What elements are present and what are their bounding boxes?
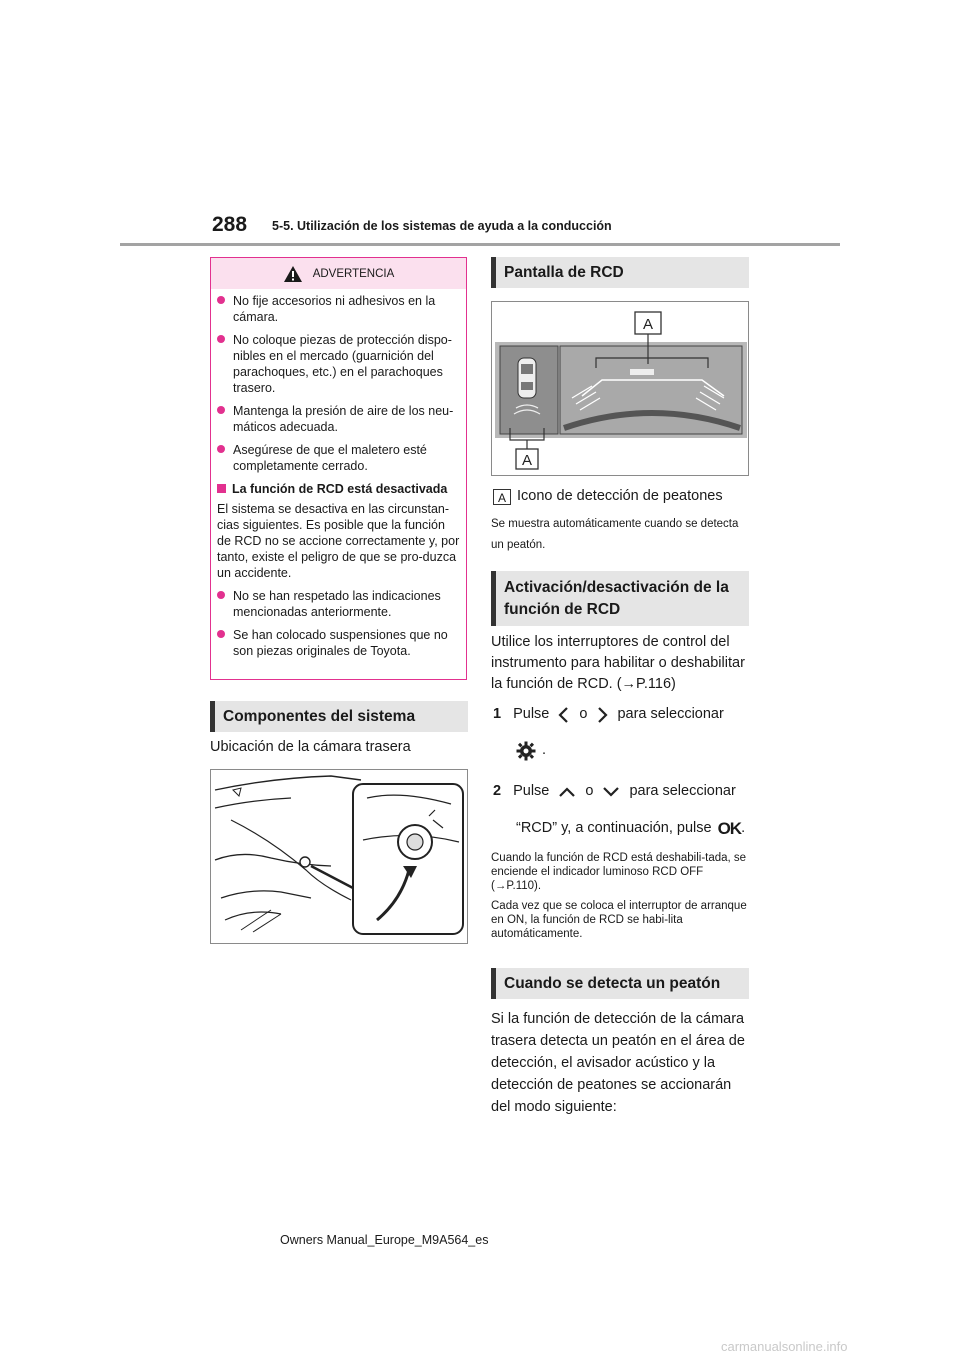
- rear-camera-illustration: [210, 769, 468, 944]
- warning-condition-text: No se han respetado las indicaciones mencionadas anteriormente.: [233, 589, 441, 619]
- step-2-end: .: [741, 820, 746, 836]
- warning-item-text: No fije accesorios ni adhesivos en la cámara.: [233, 294, 436, 324]
- step-2-number: 2: [493, 783, 502, 799]
- warning-subheading: La función de RCD está desactivada: [232, 482, 448, 496]
- detected-heading: Cuando se detecta un peatón: [491, 968, 749, 999]
- label-a-bottom: A: [521, 452, 533, 469]
- watermark-text: carmanualsonline.info: [721, 1339, 848, 1354]
- activation-intro: Utilice los interruptores de control del instrumento para habilitar o deshabilitar la función de RCD. (→P.116): [491, 634, 745, 692]
- warning-box: [210, 257, 467, 680]
- step-1-target: [516, 740, 546, 761]
- bullet-icon: [217, 630, 225, 638]
- footer-text: Owners Manual_Europe_M9A564_es: [280, 1233, 489, 1247]
- chevron-down-icon: [601, 785, 621, 799]
- step-1-end: .: [542, 742, 547, 758]
- components-caption: Ubicación de la cámara trasera: [210, 739, 411, 755]
- rcd-display-icon: [492, 302, 748, 475]
- step-2-pre: Pulse: [513, 783, 550, 799]
- activation-heading: Activación/desactivación de la función de RCD: [491, 571, 749, 626]
- step-2-line2-text: “RCD” y, a continuación, pulse: [516, 820, 712, 836]
- detected-text: Si la función de detección de la cámara trasera detecta un peatón en el área de detección, el avisador acústico y la detección de peatones se accionarán del modo siguiente:: [491, 1011, 745, 1115]
- label-a-top: A: [642, 316, 654, 333]
- bullet-icon: [217, 335, 225, 343]
- step-2: [493, 781, 736, 802]
- warning-item: [217, 293, 460, 325]
- screen-legend: [493, 486, 723, 507]
- warning-item: [217, 403, 460, 435]
- activation-note-2: Cada vez que se coloca el interruptor de arranque en ON, la función de RCD se habi-lita automáticamente.: [491, 900, 747, 940]
- warning-item-text: Mantenga la presión de aire de los neu-máticos adecuada.: [233, 404, 454, 434]
- bullet-icon: [217, 406, 225, 414]
- bullet-icon: [217, 591, 225, 599]
- warning-item: [217, 332, 460, 396]
- warning-header: [211, 258, 466, 289]
- legend-label-a: A: [493, 489, 511, 505]
- step-2-line2: [516, 818, 745, 839]
- square-bullet-icon: [217, 484, 226, 493]
- warning-condition: [217, 627, 460, 659]
- bullet-icon: [217, 296, 225, 304]
- bullet-icon: [217, 445, 225, 453]
- car-rear-icon: [211, 770, 467, 943]
- chevron-right-icon: [595, 706, 609, 724]
- step-1: [493, 704, 724, 725]
- step-1-pre: Pulse: [513, 706, 550, 722]
- step-1-post: para seleccionar: [617, 706, 724, 722]
- warning-title: ADVERTENCIA: [312, 267, 395, 280]
- warning-subheading-row: [217, 481, 460, 497]
- chevron-left-icon: [557, 706, 571, 724]
- rcd-screen-illustration: [491, 301, 749, 476]
- warning-item-text: No coloque piezas de protección dispo-nibles en el mercado (guarnición del parachoques, etc.) en el parachoques trasero.: [233, 333, 452, 395]
- section-title: 5-5. Utilización de los sistemas de ayuda a la conducción: [272, 219, 612, 233]
- warning-item: [217, 442, 460, 474]
- warning-condition-text: Se han colocado suspensiones que no son piezas originales de Toyota.: [233, 628, 448, 658]
- step-1-number: 1: [493, 706, 502, 722]
- warning-paragraph: El sistema se desactiva en las circunstan-cias siguientes. Es posible que la función de RCD no se accione correctamente y, por tanto, existe el peligro de que se pro-duzca un accidente.: [217, 502, 460, 580]
- settings-gear-icon: [516, 741, 536, 761]
- step-2-or: o: [585, 783, 594, 799]
- warning-condition: [217, 588, 460, 620]
- page-number: 288: [212, 213, 248, 236]
- warning-item-text: Asegúrese de que el maletero esté completamente cerrado.: [233, 443, 427, 473]
- warning-triangle-icon: [283, 265, 303, 283]
- ok-button-icon: OK: [717, 819, 742, 838]
- header-rule: [120, 243, 840, 246]
- screen-note: Se muestra automáticamente cuando se detecta un peatón.: [491, 518, 739, 551]
- legend-text: Icono de detección de peatones: [517, 488, 723, 504]
- activation-note-1: Cuando la función de RCD está deshabili-tada, se enciende el indicador luminoso RCD OFF (→P.110).: [491, 852, 747, 892]
- components-heading: Componentes del sistema: [210, 701, 468, 732]
- step-1-or: o: [579, 706, 588, 722]
- chevron-up-icon: [557, 785, 577, 799]
- step-2-post: para seleccionar: [629, 783, 736, 799]
- screen-heading: Pantalla de RCD: [491, 257, 749, 288]
